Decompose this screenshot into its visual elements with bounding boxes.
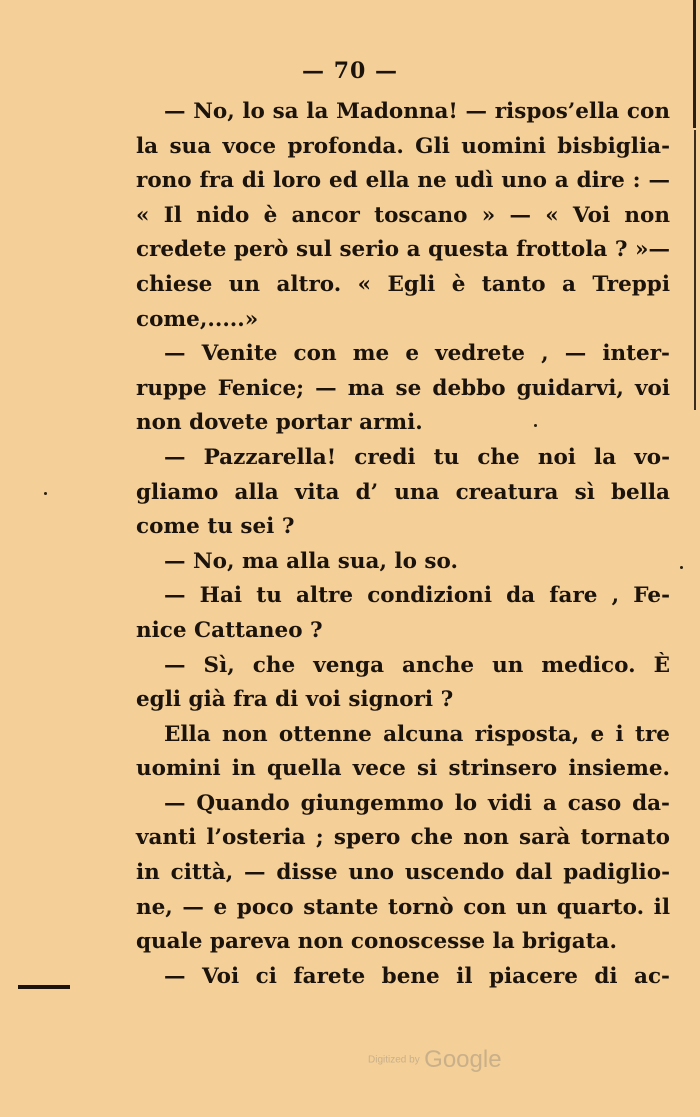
text-line: — No, lo sa la Madonna! — rispos’ella con (164, 99, 670, 124)
ink-speck (44, 492, 47, 495)
text-line: vanti l’osteria ; spero che non sarà tornato (136, 825, 670, 851)
text-line: — Quando giungemmo lo vidi a caso da- (164, 790, 670, 816)
text-line: nice Cattaneo ? (136, 617, 323, 643)
watermark-prefix: Digitized by (368, 1054, 420, 1066)
watermark-brand: Google (424, 1046, 502, 1073)
text-line: gliamo alla vita d’ una creatura sì bella (136, 479, 670, 505)
text-line: « Il nido è ancor toscano » — « Voi non (136, 202, 670, 228)
text-line: — Voi ci farete bene il piacere di ac- (164, 963, 670, 989)
body-text (136, 95, 670, 994)
text-line: — No, ma alla sua, lo so. (164, 548, 458, 574)
text-line: — Sì, che venga anche un medico. È (164, 652, 670, 678)
text-line: la sua voce profonda. Gli uomini bisbiglia- (136, 133, 670, 159)
text-line: come,.....» (136, 306, 259, 332)
text-line: non dovete portar armi. (136, 410, 423, 436)
text-line: Ella non ottenne alcuna risposta, e i tre (164, 721, 670, 747)
text-line: — Venite con me e vedrete , — inter- (164, 341, 670, 367)
margin-rule (18, 985, 70, 989)
text-line: ne, — e poco stante tornò con un quarto. il (136, 894, 670, 920)
text-line: — Pazzarella! credi tu che noi la vo- (164, 444, 670, 470)
google-watermark (368, 1046, 502, 1074)
text-line: come tu sei ? (136, 514, 295, 540)
text-line: egli già fra di voi signori ? (136, 687, 454, 713)
ink-speck (680, 566, 683, 569)
page-edge-bar-lower (694, 130, 696, 410)
text-line: chiese un altro. « Egli è tanto a Treppi (136, 271, 670, 297)
text-line: rono fra di loro ed ella ne udì uno a dire : — (136, 168, 670, 194)
ink-speck (534, 424, 537, 427)
text-line: — Hai tu altre condizioni da fare , Fe- (164, 583, 670, 609)
text-line: quale pareva non conoscesse la brigata. (136, 929, 617, 955)
text-line: uomini in quella vece si strinsero insieme. (136, 756, 670, 782)
page-number: — 70 — (302, 58, 398, 84)
text-line: credete però sul serio a questa frottola ? »— (136, 237, 670, 263)
text-line: in città, — disse uno uscendo dal padiglio- (136, 860, 670, 886)
text-line: ruppe Fenice; — ma se debbo guidarvi, voi (136, 375, 670, 401)
